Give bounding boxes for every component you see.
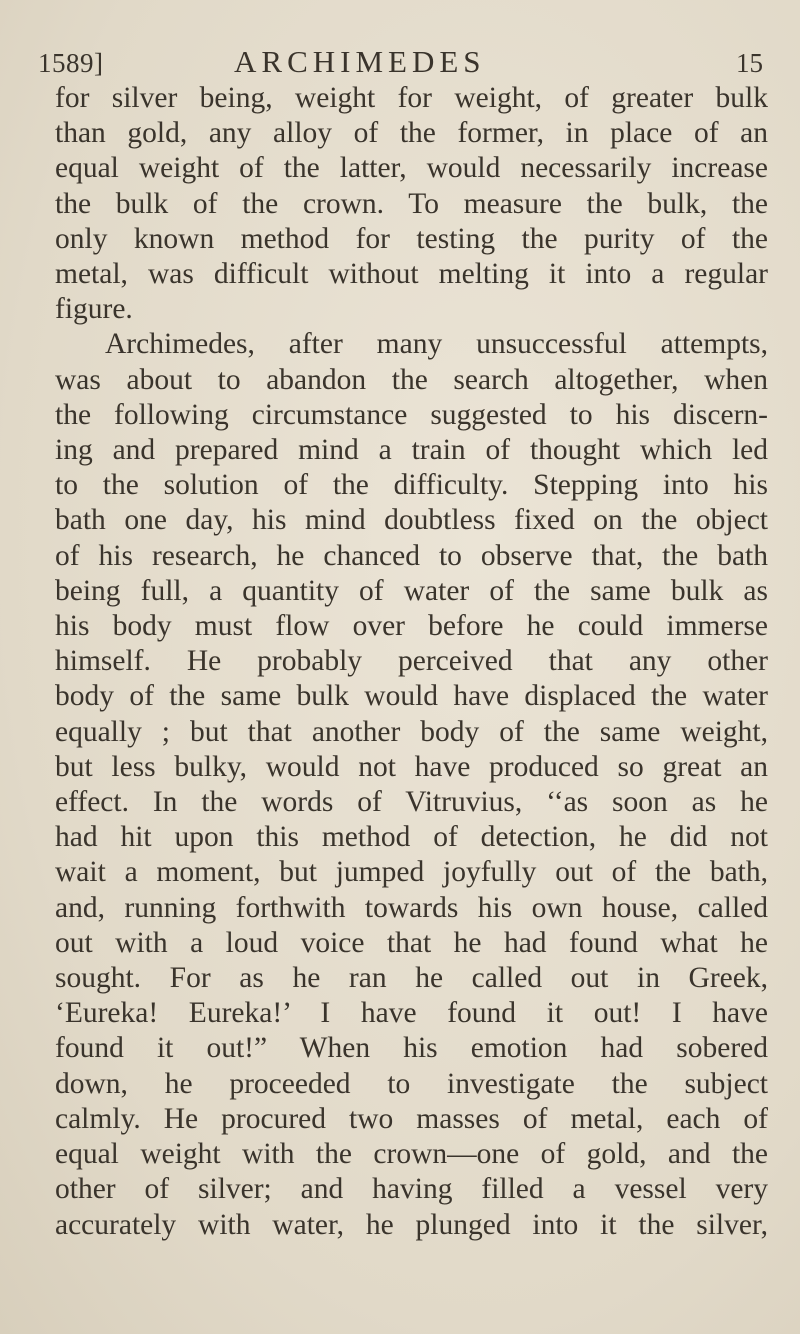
page-number: 15	[736, 48, 763, 78]
body-text	[55, 81, 768, 1243]
text-line: being full, a quantity of water of the same bulk as	[55, 574, 768, 607]
text-line: his body must flow over before he could immerse	[55, 610, 768, 643]
text-line: was about to abandon the search altogether, when	[55, 363, 768, 396]
text-line: than gold, any alloy of the former, in place of an	[55, 117, 768, 150]
text-line: ‘Eureka! Eureka!’ I have found it out! I have	[55, 997, 768, 1030]
text-line: ing and prepared mind a train of thought which led	[55, 434, 768, 467]
text-line: other of silver; and having filled a vessel very	[55, 1173, 768, 1206]
text-line: and, running forthwith towards his own house, called	[55, 891, 768, 924]
text-line: metal, was difficult without melting it into a regular	[55, 258, 768, 291]
text-line: effect. In the words of Vitruvius, ‘‘as soon as he	[55, 786, 768, 819]
header-title: ARCHIMEDES	[234, 44, 486, 79]
text-line: sought. For as he ran he called out in Greek,	[55, 962, 768, 995]
text-line: wait a moment, but jumped joyfully out of the bath,	[55, 856, 768, 889]
text-line: equal weight of the latter, would necessarily increase	[55, 152, 768, 185]
header-year: 1589]	[38, 48, 104, 78]
text-line: body of the same bulk would have displaced the water	[55, 680, 768, 713]
text-line: found it out!” When his emotion had sobered	[55, 1032, 768, 1065]
text-line: figure.	[55, 293, 133, 326]
text-line: only known method for testing the purity of the	[55, 222, 768, 255]
text-line: out with a loud voice that he had found what he	[55, 926, 768, 959]
text-line: accurately with water, he plunged into it the silver,	[55, 1208, 768, 1241]
text-line: equal weight with the crown—one of gold, and the	[55, 1138, 768, 1171]
text-line: calmly. He procured two masses of metal, each of	[55, 1102, 768, 1135]
text-line: but less bulky, would not have produced so great an	[55, 750, 768, 783]
text-line: the following circumstance suggested to his discern-	[55, 398, 768, 431]
text-line: equally ; but that another body of the same weight,	[55, 715, 768, 748]
text-line: the bulk of the crown. To measure the bulk, the	[55, 187, 768, 220]
text-line: to the solution of the difficulty. Stepping into his	[55, 469, 768, 502]
text-line: bath one day, his mind doubtless fixed on the object	[55, 504, 768, 537]
text-line: himself. He probably perceived that any other	[55, 645, 768, 678]
text-line: Archimedes, after many unsuccessful attempts,	[105, 328, 768, 361]
running-head	[38, 44, 763, 84]
text-line: down, he proceeded to investigate the subject	[55, 1067, 768, 1100]
text-line: for silver being, weight for weight, of greater bulk	[55, 82, 768, 114]
text-line: had hit upon this method of detection, he did not	[55, 821, 768, 854]
text-line: of his research, he chanced to observe that, the bath	[55, 539, 768, 572]
